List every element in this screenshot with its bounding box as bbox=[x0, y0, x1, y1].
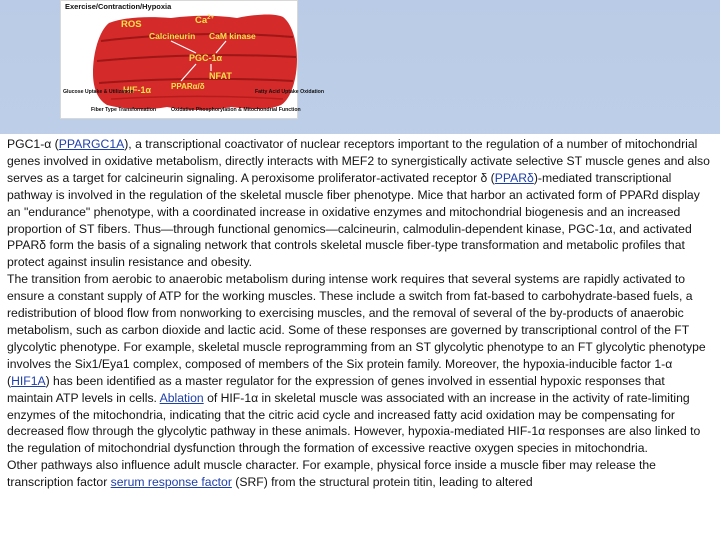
label-ca-superscript: 2+ bbox=[207, 15, 214, 21]
text-span: of HIF-1α in skeletal muscle was associated with an increase in the activity of rate-limiting enzymes of the mitochondria, indicating that the citric acid cycle and increased fatty acid oxidation may be compensating for decreased flow through the glycolytic pathway in these animals. However, hypoxia-mediated HIF-1α responses are also linked to the regulation of mitochondrial dysfunction through the formation of excessive reactive oxygen species in mitochondria. bbox=[7, 390, 701, 456]
label-nfat: NFAT bbox=[209, 71, 232, 81]
label-ros: ROS bbox=[121, 19, 142, 30]
diagram-title: Exercise/Contraction/Hypoxia bbox=[65, 2, 172, 11]
text-span: The transition from aerobic to anaerobic metabolism during intense work requires that several systems are rapidly activated to ensure a constant supply of ATP for the working muscles. These include a switch from fat-based to carbohydrate-based fuels, a redistribution of blood flow from nonworking to exercising muscles, and the removal of several of the by-products of anaerobic metabolism, such as carbon dioxide and lactic acid. Some of these responses are governed by transcriptional control of the FT glycolytic phenotype. For example, skeletal muscle reprogramming from an ST glycolytic phenotype to an FT glycolytic phenotype involves the Six1/Eya1 complex, composed of members of the Six protein family. Moreover, the hypoxia-inducible factor 1-α ( bbox=[7, 272, 706, 388]
label-glucose-uptake: Glucose Uptake & Utilization bbox=[63, 89, 134, 95]
link-serum-response-factor[interactable]: serum response factor bbox=[110, 475, 232, 490]
label-fatty-acid: Fatty Acid Uptake Oxidation bbox=[255, 89, 324, 95]
label-cam-kinase: CaM kinase bbox=[209, 31, 256, 41]
label-ca: $Ca^{2+}$ bbox=[195, 15, 214, 26]
text-span: ), a transcriptional coactivator of nuclear receptors important to the regulation of a number of mitochondrial genes involved in oxidative metabolism, directly interacts with MEF2 to synergistically activate selective ST muscle genes and also serves as a target for calcineurin signaling. A peroxisome proliferator-activated receptor δ ( bbox=[7, 137, 710, 185]
paragraph-other-pathways bbox=[7, 457, 714, 491]
text-span: ) has been identified as a master regulator for the expression of genes involved in essential hypoxic responses that maintain ATP levels in cells. bbox=[7, 373, 665, 405]
label-pgc1a: PGC-1α bbox=[189, 53, 223, 63]
label-oxidative-phosphorylation: Oxidative Phosphorylation & Mitochondrial Function bbox=[171, 107, 301, 113]
label-calcineurin: Calcineurin bbox=[149, 31, 196, 41]
paragraph-pgc1a bbox=[7, 136, 714, 271]
text-span: (SRF) from the structural protein titin, leading to altered bbox=[231, 475, 533, 490]
link-ppargc1a[interactable]: PPARGC1A bbox=[58, 137, 125, 151]
label-ppar: PPARα/δ bbox=[171, 82, 205, 91]
link-ablation[interactable]: Ablation bbox=[159, 390, 204, 405]
label-fiber-type: Fiber Type Transformation bbox=[91, 107, 157, 113]
text-span: )-mediated transcriptional pathway is involved in the regulation of the skeletal muscle fiber phenotype. Mice that harbor an activated form of PPARd display an "endurance" phenotype, with a coordinated increase in oxidative enzymes and mitochondrial biogenesis and an increased proportion of ST fibers. Thus—through functional genomics—calcineurin, calmodulin-dependent kinase, PGC-1α, and activated PPARδ form the basis of a signaling network that controls skeletal muscle fiber-type transformation and metabolic profiles that protect against insulin resistance and obesity. bbox=[7, 170, 700, 270]
signaling-diagram-svg bbox=[61, 1, 324, 120]
label-hif1a: HIF-1α bbox=[123, 85, 152, 95]
paragraph-anaerobic-transition bbox=[7, 271, 714, 457]
text-span: PGC1-α ( bbox=[7, 137, 59, 151]
link-ppard[interactable]: PPARδ bbox=[494, 170, 534, 185]
signaling-diagram bbox=[60, 0, 324, 119]
article-text bbox=[0, 134, 720, 491]
text-span: Other pathways also influence adult muscle character. For example, physical force inside a muscle fiber may release the transcription factor bbox=[7, 458, 656, 490]
link-hif1a[interactable]: HIF1A bbox=[11, 373, 46, 388]
article-content bbox=[0, 134, 720, 540]
